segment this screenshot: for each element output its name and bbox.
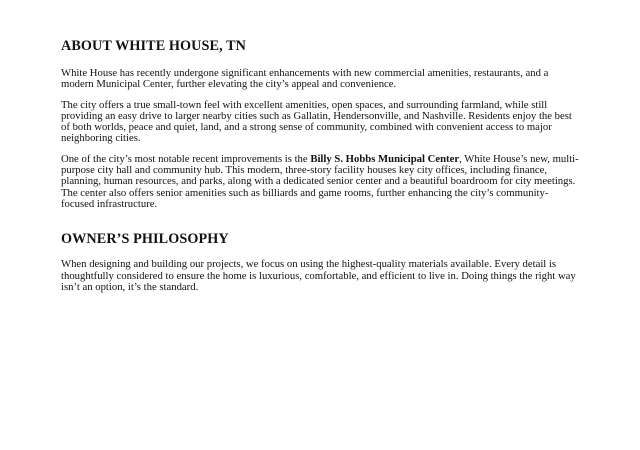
about-paragraph-3	[61, 154, 581, 210]
about-paragraph-3-rest: , White House’s new, multi-purpose city hall and community hub. This modern, three-story facility houses key city offices, including finance, planning, human resources, and parks, along with a dedicated senior center and a beautiful boardroom for city meetings. The center also offers senior amenities such as billiards and game rooms, further enhancing the city’s community-focused infrastructure.	[61, 152, 579, 210]
about-paragraph-2: The city offers a true small-town feel with excellent amenities, open spaces, and surrounding farmland, while still providing an easy drive to larger nearby cities such as Gallatin, Hendersonville, and Nashville. Residents enjoy the best of both worlds, peace and quiet, land, and a strong sense of community, combined with convenient access to major neighboring cities.	[61, 98, 572, 145]
about-paragraph-1: White House has recently undergone significant enhancements with new commercial amenities, restaurants, and a modern Municipal Center, further elevating the city’s appeal and convenience.	[61, 67, 549, 91]
philosophy-paragraph: When designing and building our projects, we focus on using the highest-quality materials available. Every detail is thoughtfully considered to ensure the home is luxurious, comfortable, and efficient to live in. Doing things the right way isn’t an option, it’s the standard.	[61, 258, 576, 293]
municipal-center-name: Billy S. Hobbs Municipal Center	[310, 152, 460, 165]
section-heading-philosophy: OWNER’S PHILOSOPHY	[61, 231, 229, 248]
document-page	[61, 38, 581, 293]
about-paragraph-3-intro: One of the city’s most notable recent improvements is the	[61, 152, 311, 165]
section-heading-about: ABOUT WHITE HOUSE, TN	[61, 38, 247, 54]
